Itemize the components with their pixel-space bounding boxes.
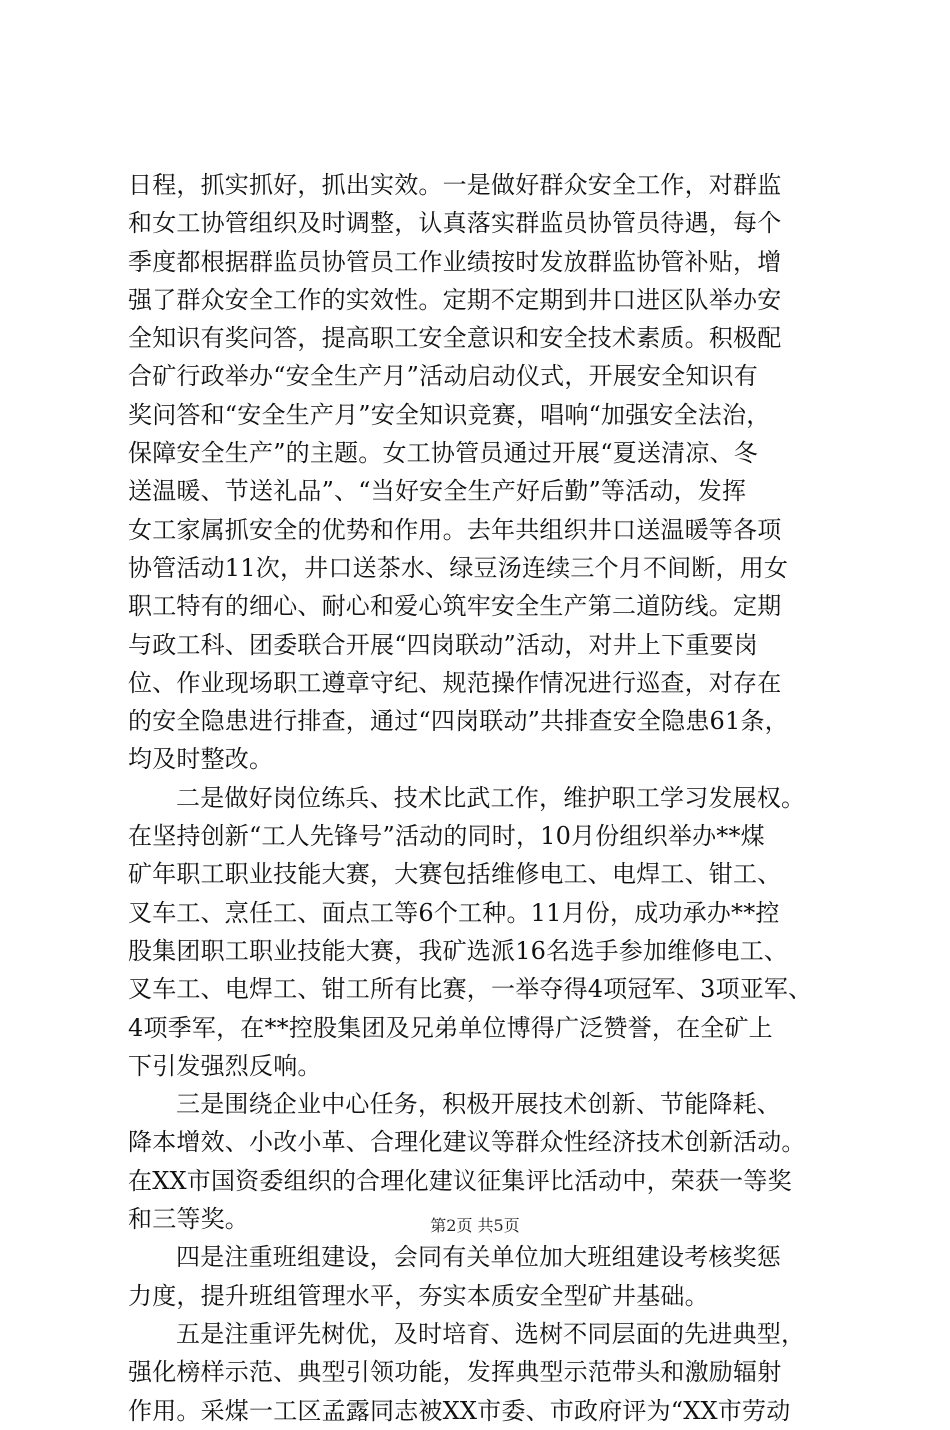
text-line: 力度，提升班组管理水平，夯实本质安全型矿井基础。 xyxy=(128,1281,709,1310)
text-line: 股集团职工职业技能大赛，我矿选派16名选手参加维修电工、 xyxy=(128,936,789,965)
document-body xyxy=(128,166,842,1430)
text-line: 全知识有奖问答，提高职工安全意识和安全技术素质。积极配 xyxy=(128,324,782,353)
text-line: 下引发强烈反响。 xyxy=(128,1051,322,1080)
text-line: 和三等奖。 xyxy=(128,1205,249,1234)
text-line: 位、作业现场职工遵章守纪、规范操作情况进行巡查，对存在 xyxy=(128,668,782,697)
text-line: 送温暖、节送礼品”、“当好安全生产好后勤”等活动，发挥 xyxy=(128,477,747,506)
text-line: 与政工科、团委联合开展“四岗联动”活动，对井上下重要岗 xyxy=(128,630,758,659)
text-line: 均及时整改。 xyxy=(128,745,274,774)
text-line: 职工特有的细心、耐心和爱心筑牢安全生产第二道防线。定期 xyxy=(128,592,782,621)
text-line: 季度都根据群监员协管员工作业绩按时发放群监协管补贴，增 xyxy=(128,247,782,276)
page-footer: 第2页 共5页 xyxy=(430,1216,520,1235)
paragraph-first-line: 三是围绕企业中心任务，积极开展技术创新、节能降耗、 xyxy=(176,1090,781,1119)
text-line: 在XX市国资委组织的合理化建议征集评比活动中，荣获一等奖 xyxy=(128,1166,792,1195)
text-line: 叉车工、烹任工、面点工等6个工种。11月份，成功承办**控 xyxy=(128,898,780,927)
text-line: 降本增效、小改小革、合理化建议等群众性经济技术创新活动。 xyxy=(128,1128,806,1157)
paragraph-first-line: 二是做好岗位练兵、技术比武工作，维护职工学习发展权。 xyxy=(176,783,806,812)
text-line: 作用。采煤一工区孟露同志被XX市委、市政府评为“XX市劳动 xyxy=(128,1396,791,1425)
text-line: 协管活动11次，井口送茶水、绿豆汤连续三个月不间断，用女 xyxy=(128,553,789,582)
text-line: 叉车工、电焊工、钳工所有比赛，一举夺得4项冠军、3项亚军、 xyxy=(128,975,813,1004)
paragraph-first-line: 四是注重班组建设，会同有关单位加大班组建设考核奖惩 xyxy=(176,1243,781,1272)
paragraph-first-line: 五是注重评先树优，及时培育、选树不同层面的先进典型， xyxy=(176,1319,806,1348)
text-line: 强了群众安全工作的实效性。定期不定期到井口进区队举办安 xyxy=(128,285,782,314)
text-line: 日程，抓实抓好，抓出实效。一是做好群众安全工作，对群监 xyxy=(128,171,782,199)
text-line: 的安全隐患进行排查，通过“四岗联动”共排查安全隐患61条， xyxy=(128,707,789,736)
text-line: 女工家属抓安全的优势和作用。去年共组织井口送温暖等各项 xyxy=(128,515,782,544)
text-line: 在坚持创新“工人先锋号”活动的同时，10月份组织举办**煤 xyxy=(128,822,765,851)
text-line: 奖问答和“安全生产月”安全知识竞赛，唱响“加强安全法治， xyxy=(128,400,771,429)
text-line: 强化榜样示范、典型引领功能，发挥典型示范带头和激励辐射 xyxy=(128,1358,782,1387)
text-line: 和女工协管组织及时调整，认真落实群监员协管员待遇，每个 xyxy=(128,209,782,238)
text-line: 矿年职工职业技能大赛，大赛包括维修电工、电焊工、钳工、 xyxy=(128,860,782,889)
text-line: 合矿行政举办“安全生产月”活动启动仪式，开展安全知识有 xyxy=(128,362,758,391)
text-line: 保障安全生产”的主题。女工协管员通过开展“夏送清凉、冬 xyxy=(128,439,758,468)
text-line: 4项季军，在**控股集团及兄弟单位博得广泛赞誉，在全矿上 xyxy=(128,1013,773,1042)
